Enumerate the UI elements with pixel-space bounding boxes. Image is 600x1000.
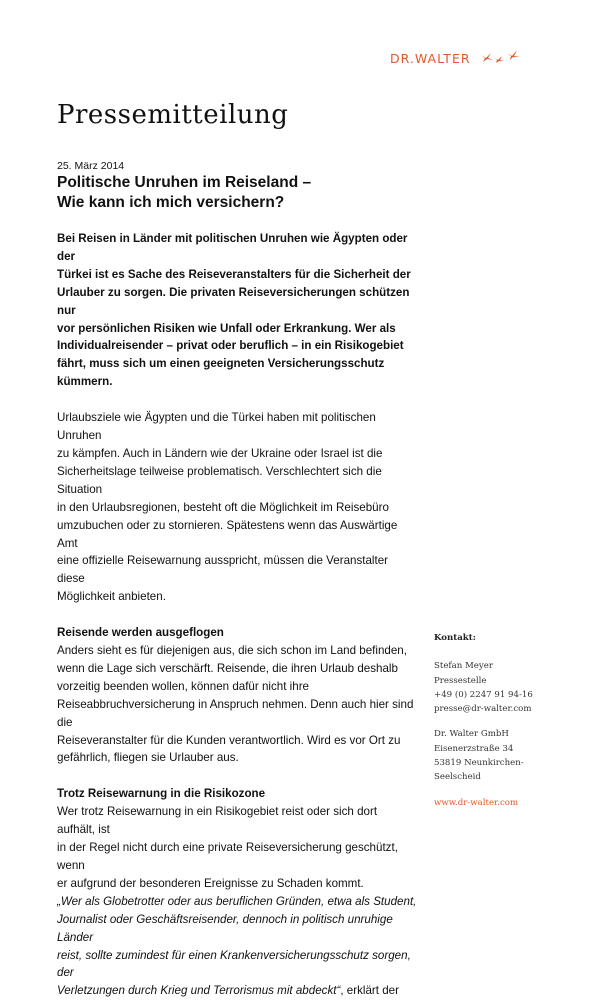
website-link[interactable]: www.dr-walter.com (434, 797, 519, 808)
quote-line: Journalist oder Geschäftsreisender, dennoch in politisch unruhige Länder (57, 912, 393, 944)
headline-line: Politische Unruhen im Reiseland – (57, 174, 312, 191)
text-line: vor persönlichen Risiken wie Unfall oder Erkrankung. Wer als (57, 321, 396, 335)
section-heading: Reisende werden ausgeflogen (57, 626, 224, 640)
quote-line: „Wer als Globetrotter oder aus beruflichen Gründen, etwa als Student, (57, 894, 417, 908)
text-line: gefährlich, fliegen sie Urlauber aus. (57, 751, 239, 765)
contact-label: Kontakt: (434, 633, 476, 643)
logo-text: DR.WALTER (390, 51, 471, 66)
text-line: Bei Reisen in Länder mit politischen Unruhen wie Ägypten oder der (57, 232, 408, 263)
text-line: umzubuchen oder zu stornieren. Spätestens wenn das Auswärtige Amt (57, 518, 398, 550)
company-street: Eisenerzstraße 34 (434, 743, 514, 754)
company-city: Seelscheid (434, 772, 481, 783)
lead-paragraph (57, 230, 417, 391)
quote-line: reist, sollte zumindest für einen Krankenversicherungsschutz sorgen, der (57, 948, 411, 980)
release-date: 25. März 2014 (57, 160, 125, 172)
text-line: Urlauber zu sorgen. Die privaten Reiseversicherungen schützen nur (57, 285, 410, 317)
flying-birds-icon (479, 49, 521, 68)
company-address (434, 727, 594, 784)
text-line: fährt, muss sich um einen geeigneten Versicherungsschutz (57, 357, 385, 371)
text-line: kümmern. (57, 375, 113, 389)
contact-phone: +49 (0) 2247 91 94-16 (434, 689, 533, 700)
company-name: Dr. Walter GmbH (434, 729, 509, 740)
text-line: in der Regel nicht durch eine private Reiseversicherung geschützt, wenn (57, 841, 398, 872)
headline (57, 173, 417, 213)
text-line: wenn die Lage sich verschärft. Reisende, die ihren Urlaub deshalb (57, 661, 398, 675)
section (57, 624, 417, 767)
contact-person (434, 659, 594, 716)
quote-last-line (57, 982, 417, 1000)
section-heading: Trotz Reisewarnung in die Risikozone (57, 787, 266, 801)
text-line: zu kämpfen. Auch in Ländern wie der Ukraine oder Israel ist die (57, 446, 383, 460)
document-type-title: Pressemitteilung (57, 100, 289, 130)
headline-line: Wie kann ich mich versichern? (57, 194, 285, 211)
text-line: vorzeitig beenden wollen, können dafür nicht ihre (57, 679, 310, 693)
text-line: Reiseveranstalter für die Kunden verantwortlich. Wird es vor Ort zu (57, 733, 401, 747)
text-line: Urlaubsziele wie Ägypten und die Türkei haben mit politischen Unruhen (57, 411, 376, 443)
contact-sidebar (434, 631, 594, 810)
company-city: 53819 Neunkirchen- (434, 758, 524, 769)
text-line: er aufgrund der besonderen Ereignisse zu Schaden kommt. (57, 876, 364, 890)
text-line: Sicherheitslage teilweise problematisch. Verschlechtert sich die Situation (57, 464, 382, 496)
text-line: in den Urlaubsregionen, besteht oft die Möglichkeit im Reisebüro (57, 500, 389, 514)
quote-attribution: , erklärt der (340, 984, 399, 998)
text-line: Individualreisender – privat oder beruflich – in ein Risikogebiet (57, 339, 404, 353)
contact-email[interactable]: presse@dr-walter.com (434, 704, 532, 715)
contact-role: Pressestelle (434, 675, 487, 686)
text-line: Reiseabbruchversicherung in Anspruch nehmen. Denn auch hier sind die (57, 697, 414, 729)
quote-line: Verletzungen durch Krieg und Terrorismus mit abdeckt“ (57, 984, 341, 998)
text-line: Türkei ist es Sache des Reiseveranstalters für die Sicherheit der (57, 267, 411, 281)
text-line: Wer trotz Reisewarnung in ein Risikogebiet reist oder sich dort aufhält, ist (57, 805, 378, 837)
body-text (57, 230, 417, 1000)
section (57, 785, 417, 1000)
text-line: Anders sieht es für diejenigen aus, die sich schon im Land befinden, (57, 644, 407, 658)
company-logo (390, 49, 521, 68)
text-line: eine offizielle Reisewarnung ausspricht, müssen die Veranstalter diese (57, 554, 389, 586)
paragraph (57, 409, 417, 606)
text-line: Möglichkeit anbieten. (57, 590, 166, 604)
contact-name: Stefan Meyer (434, 661, 493, 672)
